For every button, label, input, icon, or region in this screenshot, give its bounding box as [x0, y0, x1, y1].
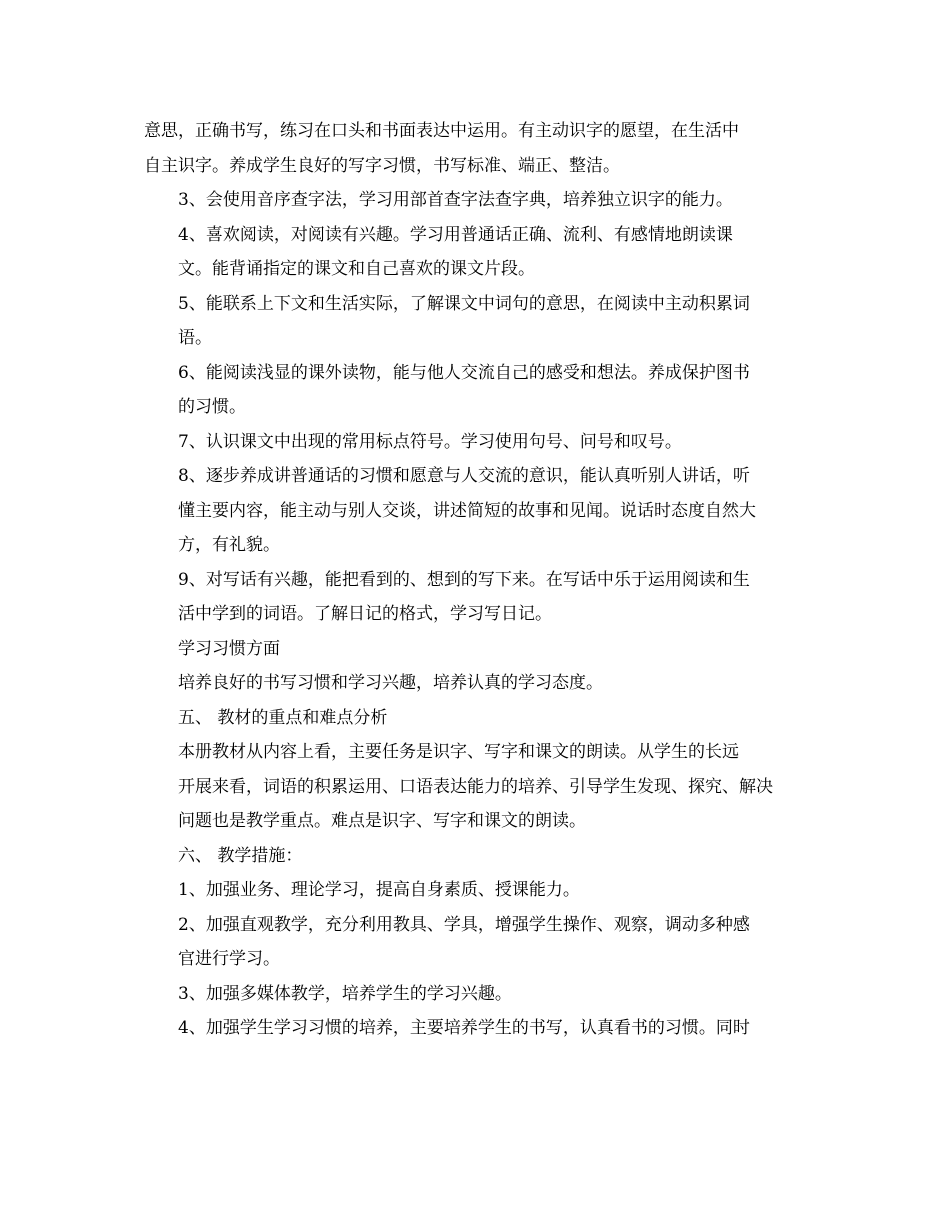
text-line: 自主识字。养成学生良好的写字习惯，书写标准、端正、整洁。 — [144, 155, 620, 176]
paragraph — [144, 735, 812, 839]
paragraph — [144, 632, 812, 667]
text-line: 活中学到的词语。了解日记的格式，学习写日记。 — [178, 604, 552, 624]
paragraph — [144, 459, 812, 563]
paragraph — [144, 701, 812, 736]
text-line: 3、会使用音序查字法，学习用部首查字法查字典，培养独立识字的能力。 — [178, 190, 733, 210]
text-line: 3、加强多媒体教学，培养学生的学习兴趣。 — [178, 983, 512, 1004]
paragraph — [144, 1011, 812, 1046]
text-line: 问题也是教学重点。难点是识字、写字和课文的朗读。 — [178, 811, 586, 831]
text-line: 1、加强业务、理论学习，提高自身素质、授课能力。 — [178, 880, 580, 900]
text-line: 2、加强直观教学，充分利用教具、学具，增强学生操作、观察，调动多种感 — [178, 914, 750, 935]
text-line: 8、逐步养成讲普通话的习惯和愿意与人交流的意识，能认真听别人讲话，听 — [178, 466, 750, 486]
paragraph — [144, 183, 812, 218]
text-line: 6、能阅读浅显的课外读物，能与他人交流自己的感受和想法。养成保护图书 — [178, 362, 750, 383]
text-line: 五、 教材的重点和难点分析 — [178, 707, 388, 728]
text-line: 7、认识课文中出现的常用标点符号。学习使用句号、问号和叹号。 — [178, 431, 682, 452]
text-line: 六、 教学措施： — [178, 845, 303, 866]
text-line: 文。能背诵指定的课文和自己喜欢的课文片段。 — [178, 259, 535, 279]
paragraph — [144, 425, 812, 460]
paragraph — [144, 114, 812, 183]
text-line: 方，有礼貌。 — [178, 535, 280, 555]
paragraph — [144, 356, 812, 425]
text-line: 官进行学习。 — [178, 949, 280, 969]
paragraph — [144, 666, 812, 701]
text-line: 9、对写话有兴趣，能把看到的、想到的写下来。在写话中乐于运用阅读和生 — [178, 569, 750, 590]
paragraph — [144, 218, 812, 287]
text-line: 4、加强学生学习习惯的培养，主要培养学生的书写，认真看书的习惯。同时 — [178, 1018, 750, 1038]
text-line: 开展来看，词语的积累运用、口语表达能力的培养、引导学生发现、探究、解决 — [178, 776, 773, 797]
text-line: 的习惯。 — [178, 397, 246, 417]
paragraph — [144, 908, 812, 977]
text-line: 5、能联系上下文和生活实际，了解课文中词句的意思，在阅读中主动积累词 — [178, 293, 750, 314]
paragraph — [144, 563, 812, 632]
text-line: 培养良好的书写习惯和学习兴趣，培养认真的学习态度。 — [178, 673, 603, 693]
paragraph — [144, 287, 812, 356]
text-line: 学习习惯方面 — [178, 638, 280, 659]
text-line: 4、喜欢阅读，对阅读有兴趣。学习用普通话正确、流利、有感情地朗读课 — [178, 224, 733, 245]
document-body — [144, 114, 812, 1046]
text-line: 语。 — [178, 328, 212, 348]
paragraph — [144, 839, 812, 874]
paragraph — [144, 977, 812, 1012]
text-line: 意思，正确书写，练习在口头和书面表达中运用。有主动识字的愿望，在生活中 — [144, 121, 739, 141]
text-line: 本册教材从内容上看，主要任务是识字、写字和课文的朗读。从学生的长远 — [178, 742, 739, 762]
paragraph — [144, 873, 812, 908]
text-line: 懂主要内容，能主动与别人交谈，讲述简短的故事和见闻。说话时态度自然大 — [178, 500, 756, 521]
